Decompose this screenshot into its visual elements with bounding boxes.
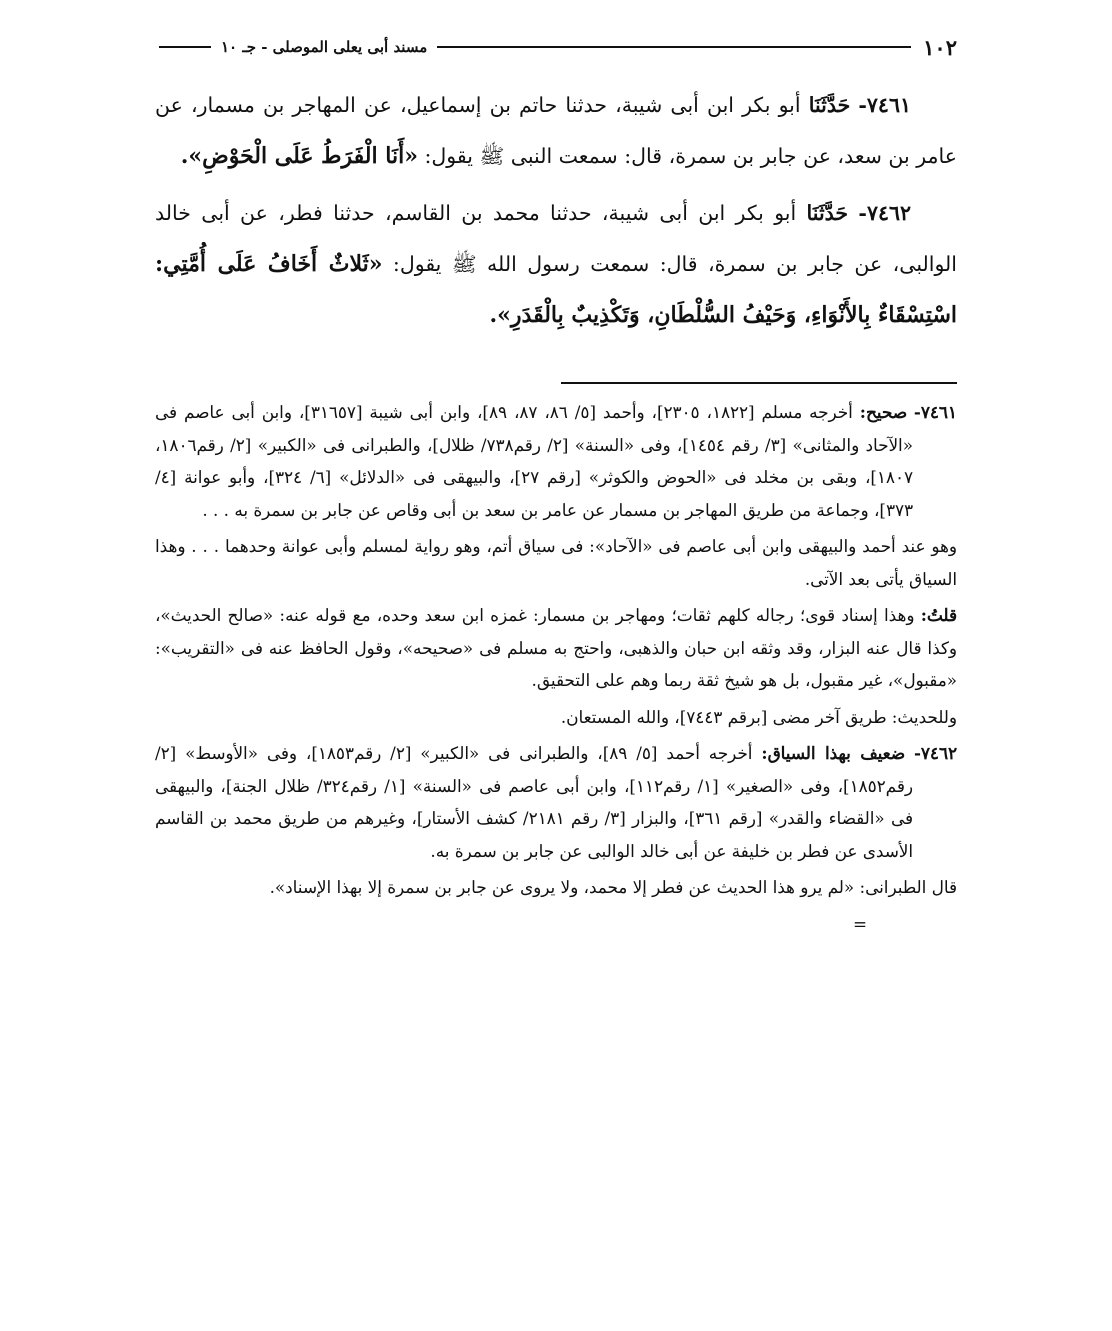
footnote-label: ٧٤٦١- <box>913 402 957 422</box>
footnote-7461-qultu <box>155 599 957 697</box>
hadith-matn: «ثَلاثٌ أَخَافُ عَلَى أُمَّتِي: اسْتِسْقَاءٌ بِالأَنْوَاءِ، وَحَيْفُ السُّلْطَانِ، وَتَكْذِيبٌ بِالْقَدَرِ». <box>155 251 957 328</box>
qultu-text: وهذا إسناد قوى؛ رجاله كلهم ثقات؛ ومهاجر بن مسمار: غمزه ابن سعد وحده، مع قوله عنه: «صالح الحديث»، وكذا قال عنه البزار، وقد وثقه ابن حبان والذهبى، واحتج به مسلم فى «صحيحه»، وقول الحافظ عنه فى «التقريب»: «مقبول»، غير مقبول، بل هو شيخ ثقة ربما وهم على التحقيق. <box>155 605 957 690</box>
footnote-grade: صحيح: <box>859 402 907 422</box>
running-header <box>155 28 957 66</box>
hadith-number: ٧٤٦٢- <box>858 201 911 225</box>
header-rule-left <box>159 46 211 48</box>
main-text <box>155 80 957 341</box>
running-title: مسند أبى يعلى الموصلى - جـ ١٠ <box>221 38 428 56</box>
page-number: ١٠٢ <box>923 34 957 60</box>
hadith-isnad: أبو بكر ابن أبى شيبة، حدثنا محمد بن القاسم، حدثنا فطر، عن أبى خالد الوالبى، عن جابر بن سمرة، قال: سمعت رسول الله ﷺ يقول: <box>155 201 957 276</box>
footnote-text: أخرجه أحمد [٥/ ٨٩]، والطبرانى فى «الكبير» [٢/ رقم١٨٥٣]، وفى «الأوسط» [٢/ رقم١٨٥٢]، وفى «الصغير» [١/ رقم١١٢]، وابن أبى عاصم فى «السنة» [١/ رقم٣٢٤/ ظلال الجنة]، والبيهقى فى «القضاء والقدر» [رقم ٣٦١]، والبزار [٣/ رقم ٢١٨١/ كشف الأستار]، وغيرهم من طريق محمد بن القاسم الأسدى عن فطر بن خليفة عن أبى خالد الوالبى عن جابر بن سمرة به. <box>155 743 913 861</box>
hadith-matn: «أَنَا الْفَرَطُ عَلَى الْحَوْضِ». <box>180 143 418 169</box>
footnote-separator <box>561 382 957 384</box>
hadith-7461 <box>155 80 957 182</box>
hadith-isnad: أبو بكر ابن أبى شيبة، حدثنا حاتم بن إسماعيل، عن المهاجر بن مسمار، عن عامر بن سعد، عن جابر بن سمرة، قال: سمعت النبى ﷺ يقول: <box>155 93 957 168</box>
footnote-text: أخرجه مسلم [١٨٢٢، ٢٣٠٥]، وأحمد [٥/ ٨٦، ٨٧، ٨٩]، وابن أبى شيبة [٣١٦٥٧]، وابن أبى عاصم فى «الآحاد والمثانى» [٣/ رقم ١٤٥٤]، وفى «السنة» [٢/ رقم٧٣٨/ ظلال]، والطبرانى فى «الكبير» [٢/ رقم١٨٠٦، ١٨٠٧]، وبقى بن مخلد فى «الحوض والكوثر» [رقم ٢٧]، والبيهقى فى «الدلائل» [٦/ ٣٢٤]، وأبو عوانة [٤/ ٣٧٣]، وجماعة من طريق المهاجر بن مسمار عن عامر بن سعد بن أبى وقاص عن جابر بن سمرة به . . . <box>155 402 913 520</box>
footnote-7462-para2: قال الطبرانى: «لم يرو هذا الحديث عن فطر إلا محمد، ولا يروى عن جابر بن سمرة إلا بهذا الإسناد». <box>269 877 957 897</box>
qultu-label: قلتُ: <box>920 605 957 625</box>
footnote-7461 <box>155 396 957 526</box>
hadith-number: ٧٤٦١- <box>858 93 911 117</box>
footnote-7462 <box>155 737 957 867</box>
footnote-7461-para2: وهو عند أحمد والبيهقى وابن أبى عاصم فى «الآحاد»: فى سياق أتم، وهو رواية لمسلم وأبى عوانة وحدهما . . . وهذا السياق يأتى بعد الآتى. <box>155 536 957 589</box>
footnotes <box>155 396 957 940</box>
header-rule <box>437 46 911 48</box>
footnote-7461-para4: وللحديث: طريق آخر مضى [برقم ٧٤٤٣]، والله المستعان. <box>560 706 957 727</box>
footnote-separator-wrap <box>155 369 957 388</box>
continuation-mark: = <box>852 913 867 934</box>
hadith-opening: حَدَّثَنَا <box>806 201 849 225</box>
hadith-7462 <box>155 188 957 341</box>
hadith-opening: حَدَّثَنَا <box>808 93 851 117</box>
footnote-grade: ضعيف بهذا السياق: <box>761 743 906 763</box>
footnote-label: ٧٤٦٢- <box>913 743 957 763</box>
